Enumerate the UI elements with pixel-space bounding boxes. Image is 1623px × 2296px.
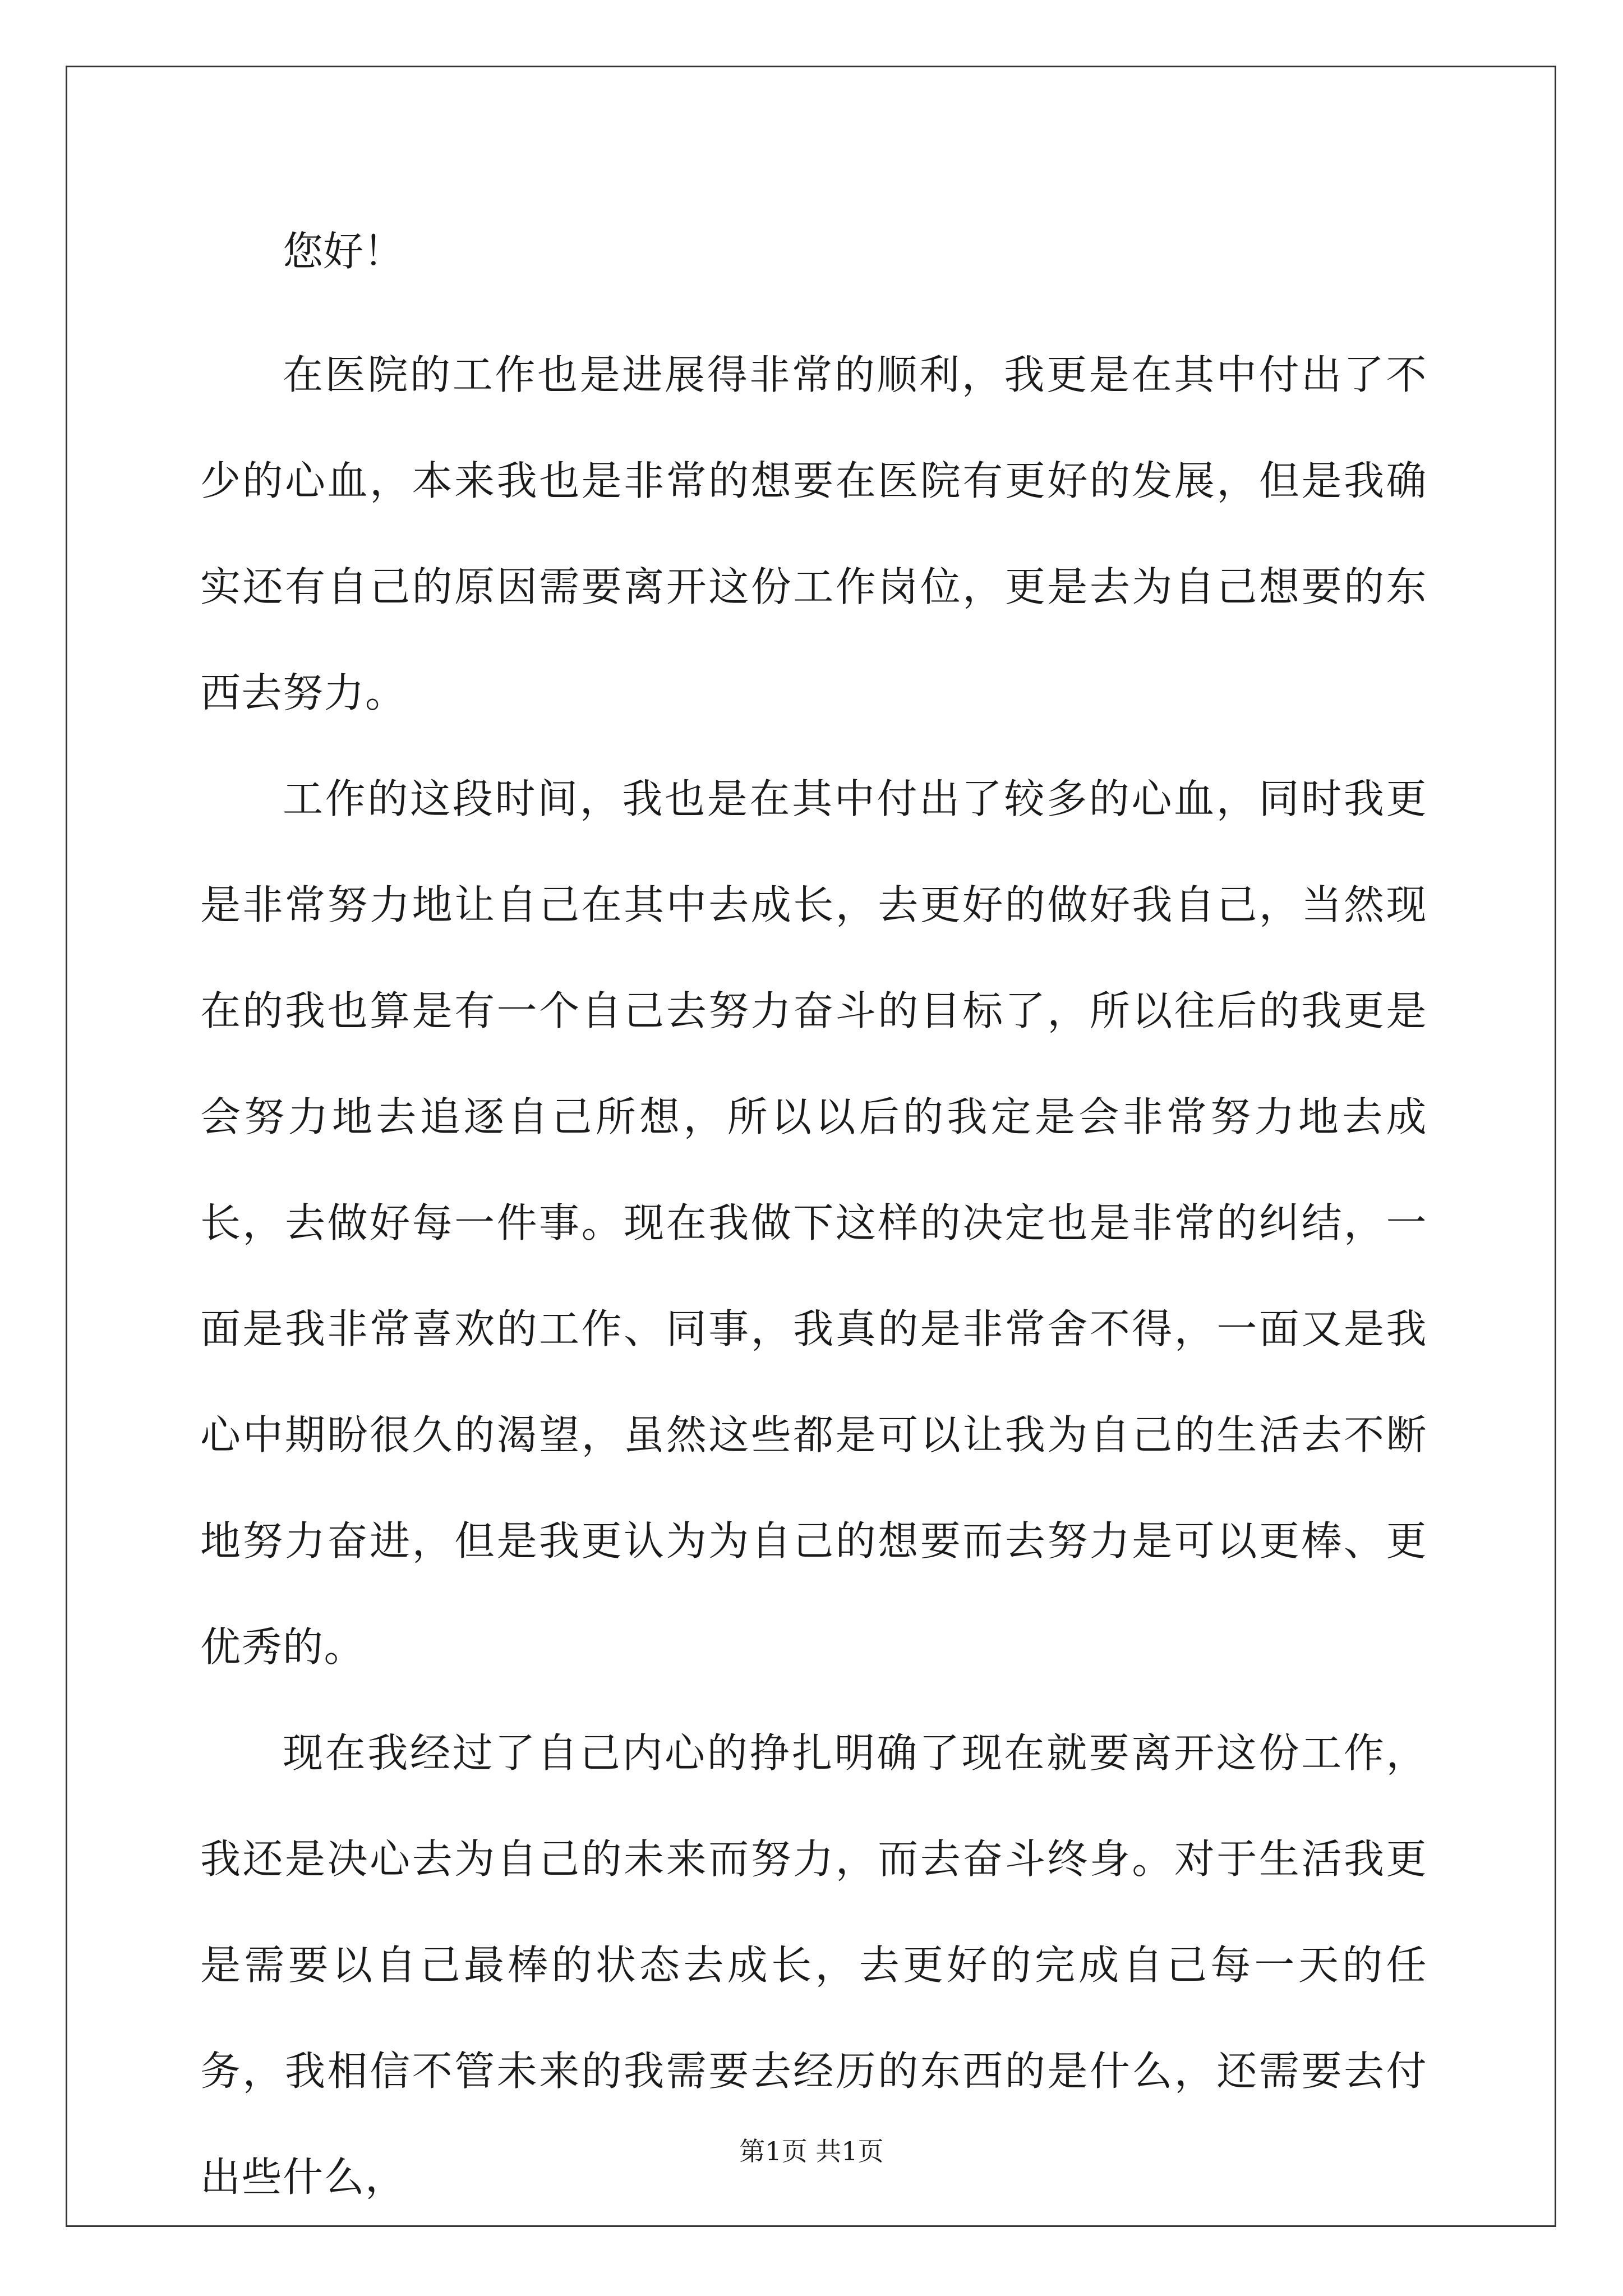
document-body [200,216,1427,2230]
page-footer: 第1页 共1页 [739,2136,884,2166]
paragraph-2: 工作的这段时间，我也是在其中付出了较多的心血，同时我更是非常努力地让自己在其中去成长，去更好的做好我自己，当然现在的我也算是有一个自己去努力奋斗的目标了，所以往后的我更是会努力地去追逐自己所想，所以以后的我定是会非常努力地去成长，去做好每一件事。现在我做下这样的决定也是非常的纠结，一面是我非常喜欢的工作、同事，我真的是非常舍不得，一面又是我心中期盼很久的渴望，虽然这些都是可以让我为自己的生活去不断地努力奋进，但是我更认为为自己的想要而去努力是可以更棒、更优秀的。 [200,775,1427,1671]
paragraph-3: 现在我经过了自己内心的挣扎明确了现在就要离开这份工作，我还是决心去为自己的未来而努力，而去奋斗终身。对于生活我更是需要以自己最棒的状态去成长，去更好的完成自己每一天的任务，我相信不管未来的我需要去经历的东西的是什么，还需要去付出些什么， [200,1729,1427,2201]
salutation: 您好！ [283,228,404,275]
paragraph-1: 在医院的工作也是进展得非常的顺利，我更是在其中付出了不少的心血，本来我也是非常的想要在医院有更好的发展，但是我确实还有自己的原因需要离开这份工作岗位，更是去为自己想要的东西去努力。 [200,351,1427,716]
